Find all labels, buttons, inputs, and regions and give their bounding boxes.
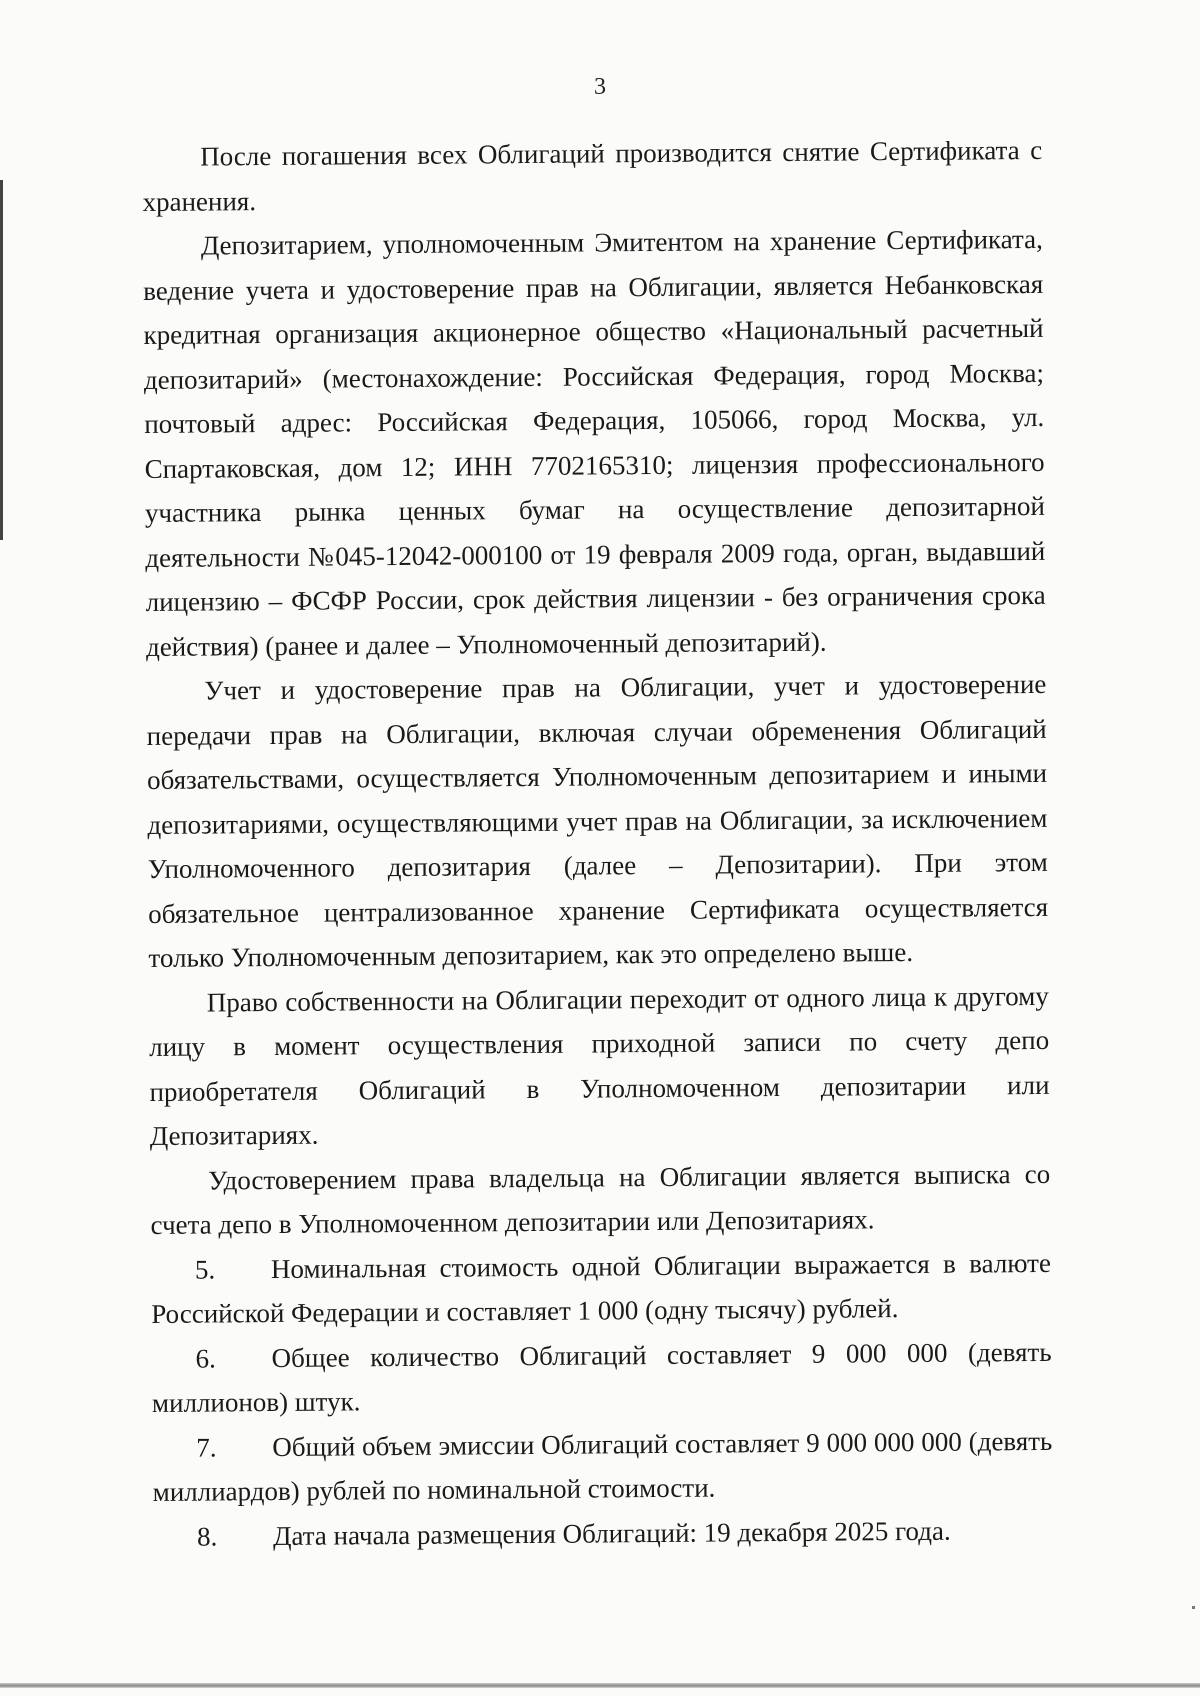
page-number: 3 [594,74,606,100]
clause-text: Номинальная стоимость одной Облигации выражается в валюте Российской Федерации и составляет 1 000 (одну тысячу) рублей. [151,1247,1052,1329]
paragraph-certificate-removal: После погашения всех Облигаций производится снятие Сертификата с хранения. [142,134,1043,217]
clause-number: 6. [195,1342,216,1374]
scan-edge-left [0,180,3,540]
clause-number: 5. [194,1253,216,1285]
clause-8-placement-date [153,1507,1053,1559]
clause-number: 8. [196,1520,218,1552]
clause-number: 7. [196,1431,217,1463]
clause-text: Общее количество Облигаций составляет 9 000 000 (девять миллионов) штук. [151,1336,1052,1418]
clause-7-issue-volume [152,1418,1053,1514]
paragraph-ownership-certification: Удостоверением права владельца на Облигации является выписка со счета депо в Уполномоченном депозитарии или Депозитариях. [150,1158,1051,1240]
clause-text: Дата начала размещения Облигаций: 19 декабря 2025 года. [272,1515,951,1551]
paragraph-rights-accounting: Учет и удостоверение прав на Облигации, учет и удостоверение передачи прав на Облигации, включая случаи обременения Облигаций обязательствами, осуществляется Уполномоченным депозитарием и иными депозитариями, осуществляющими учет прав на Облигации, за исключением Уполномоченного депозитария (далее – Депозитарии). При этом обязательное централизованное хранение Сертификата осуществляется только Уполномоченным депозитарием, как это определено выше. [146,668,1049,973]
paragraph-depositary-info: Депозитарием, уполномоченным Эмитентом на хранение Сертификата, ведение учета и удостоверение прав на Облигации, является Небанковская кредитная организация акционерное общество «Национальный расчетный депозитарий» (местонахождение: Российская Федерация, город Москва; почтовый адрес: Российская Федерация, 105066, город Москва, ул. Спартаковская, дом 12; ИНН 7702165310; лицензия профессионального участника рынка ценных бумаг на осуществление депозитарной деятельности №045-12042-000100 от 19 февраля 2009 года, орган, выдавший лицензию – ФСФР России, срок действия лицензии - без ограничения срока действия) (ранее и далее – Уполномоченный депозитарий). [143,223,1046,662]
clause-text: Общий объем эмиссии Облигаций составляет 9 000 000 000 (девять миллиардов) рублей по номинальной стоимости. [152,1425,1053,1507]
scan-artifact [1192,1606,1195,1609]
paragraph-ownership-transfer: Право собственности на Облигации переходит от одного лица к другому лицу в момент осуществления приходной записи по счету депо приобретателя Облигаций в Уполномоченном депозитарии или Депозитариях. [149,980,1050,1151]
scan-edge-bottom [0,1683,1200,1688]
document-body [142,128,1053,1559]
clause-6-quantity [151,1329,1052,1425]
clause-5-nominal-value [151,1240,1052,1336]
